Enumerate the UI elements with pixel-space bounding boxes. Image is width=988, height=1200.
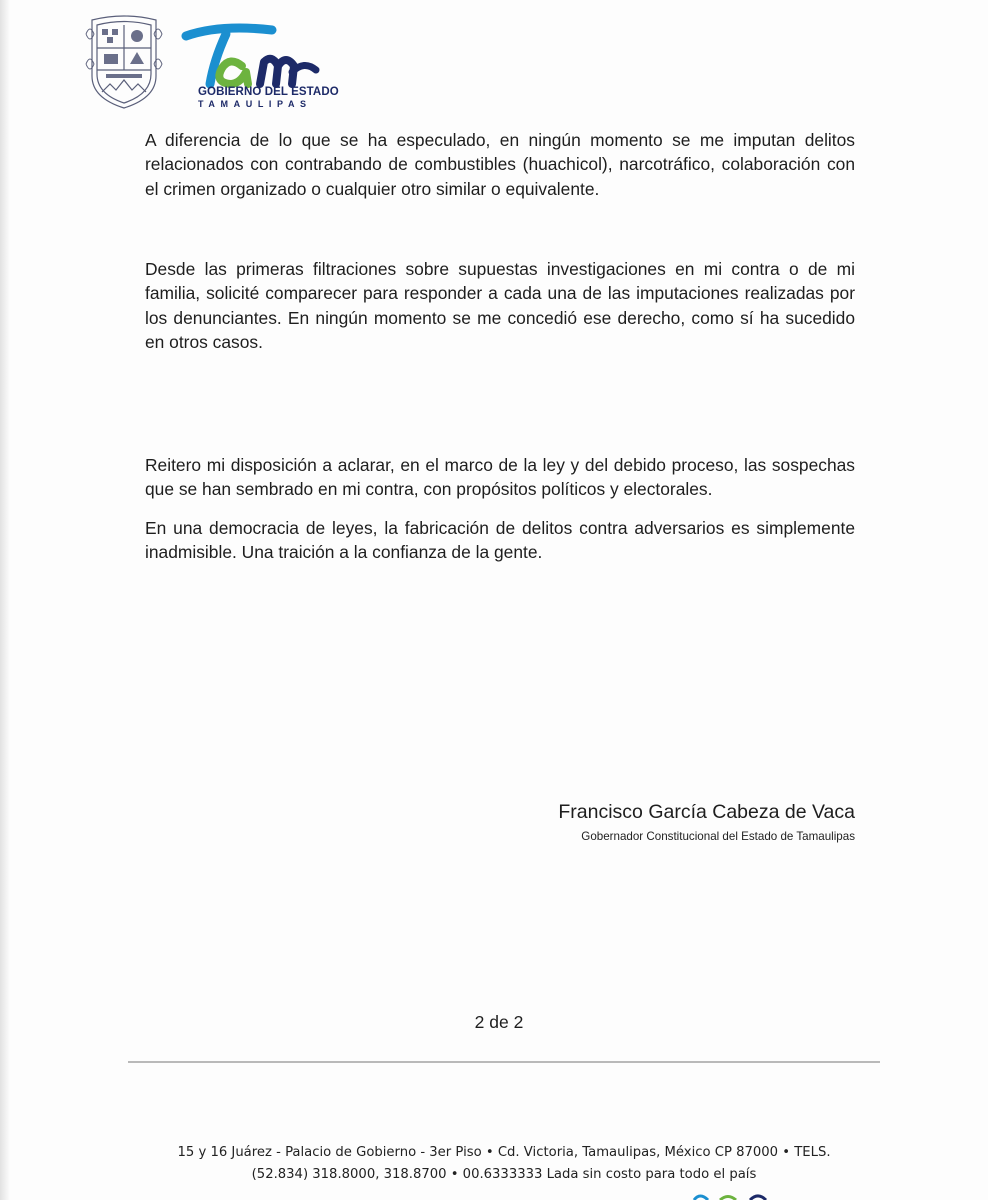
- footer-divider: [128, 1061, 880, 1063]
- signer-name: Francisco García Cabeza de Vaca: [558, 801, 855, 823]
- paragraph-4: En una democracia de leyes, la fabricación de delitos contra adversarios es simplemente inadmisible. Una traición a la confianza de la gente.: [145, 518, 855, 563]
- logo-line-gobierno: GOBIERNO DEL ESTADO: [198, 86, 339, 98]
- logo-line-tamaulipas: TAMAULIPAS: [198, 99, 312, 109]
- paragraph-3: Reitero mi disposición a aclarar, en el marco de la ley y del debido proceso, las sospechas que se han sembrado en mi contra, con propósitos políticos y electorales.: [145, 455, 855, 500]
- paragraph-2: Desde las primeras filtraciones sobre supuestas investigaciones en mi contra o de mi familia, solicité comparecer para responder a cada una de las imputaciones realizadas por los denunciantes. En ningún momento se me concedió ese derecho, como sí ha sucedido en otros casos.: [145, 259, 855, 352]
- signer-title: Gobernador Constitucional del Estado de Tamaulipas: [581, 830, 855, 843]
- footer-logo-fragment-icon: [690, 1190, 780, 1200]
- paragraph-1: A diferencia de lo que se ha especulado, en ningún momento se me imputan delitos relacionados con contrabando de combustibles (huachicol), narcotráfico, colaboración con el crimen organizado o cualquier otro similar o equivalente.: [145, 130, 855, 199]
- footer-address-line: 15 y 16 Juárez - Palacio de Gobierno - 3er Piso • Cd. Victoria, Tamaulipas, México CP 87000 • TELS.: [177, 1145, 831, 1160]
- page-number: 2 de 2: [474, 1012, 524, 1032]
- footer-phone-line: (52.834) 318.8000, 318.8700 • 00.6333333 Lada sin costo para todo el país: [251, 1167, 757, 1182]
- state-coat-of-arms-icon: [84, 14, 164, 110]
